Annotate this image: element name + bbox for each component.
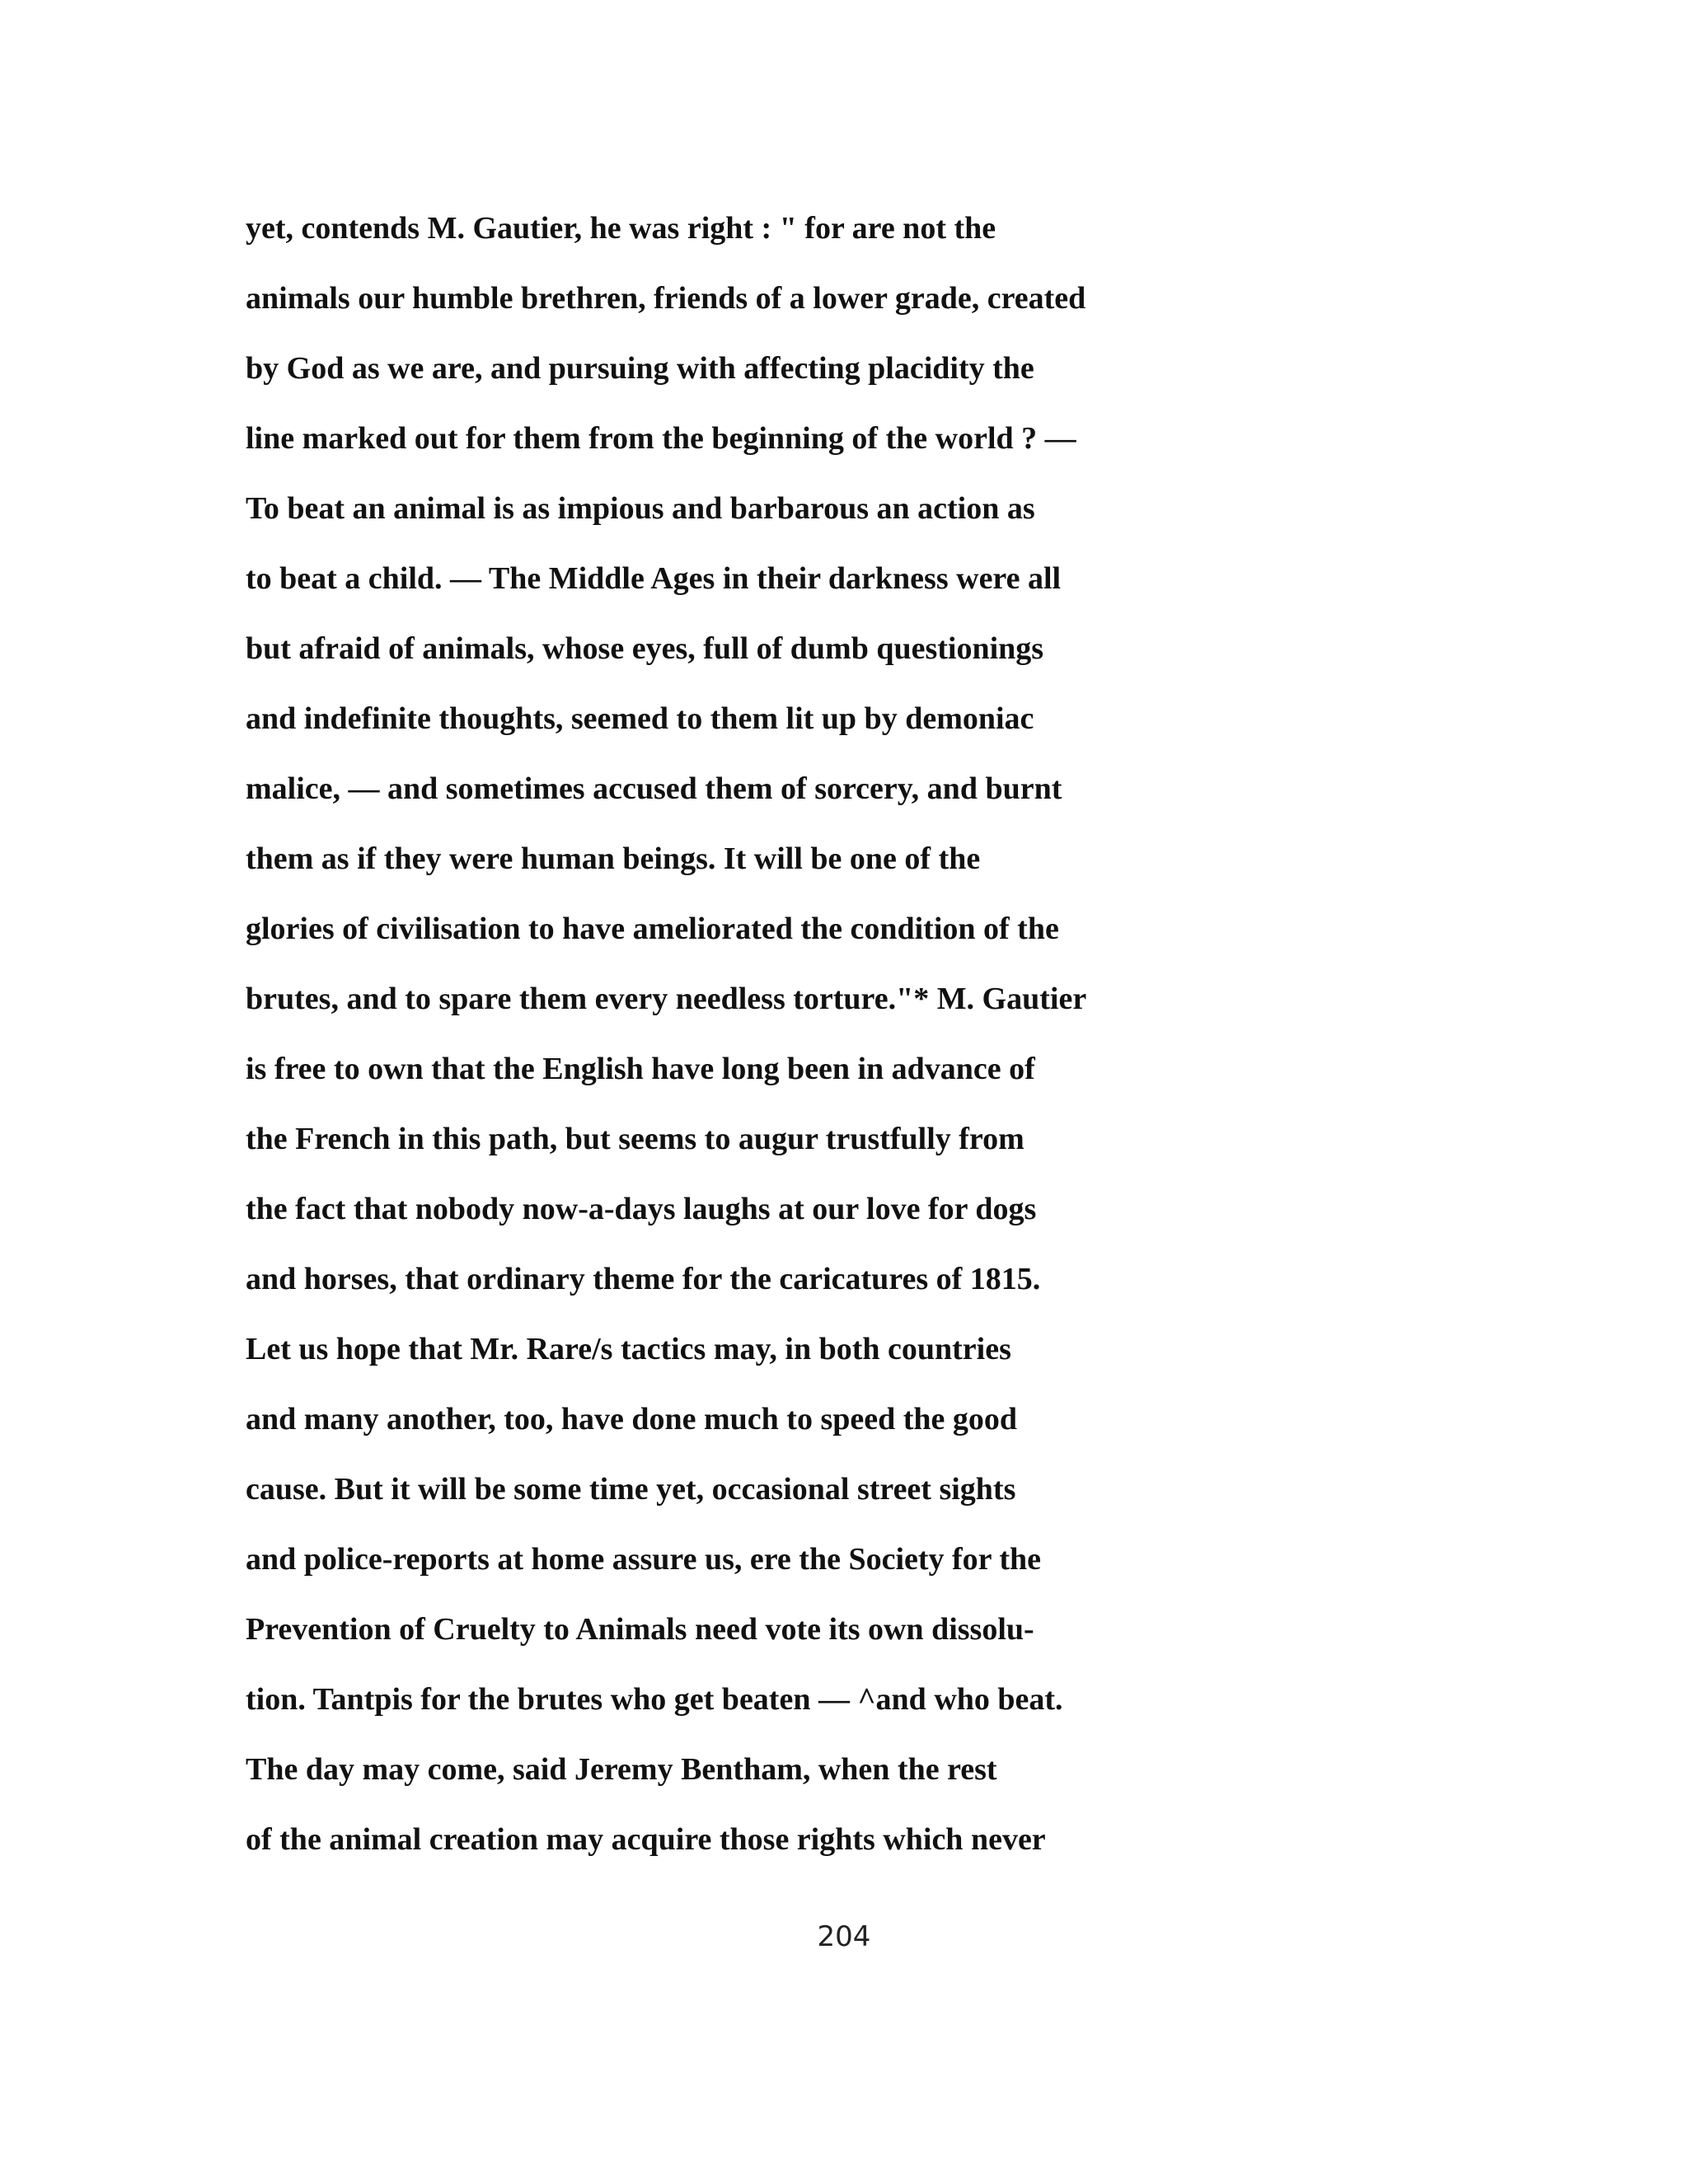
text-line: by God as we are, and pursuing with affecting placidity the xyxy=(246,351,1034,386)
text-line: the French in this path, but seems to augur trustfully from xyxy=(246,1122,1025,1156)
text-line: and many another, too, have done much to speed the good xyxy=(246,1402,1018,1436)
text-line: To beat an animal is as impious and barbarous an action as xyxy=(246,491,1035,526)
text-line: is free to own that the English have long been in advance of xyxy=(246,1052,1035,1086)
text-line: the fact that nobody now-a-days laughs at our love for dogs xyxy=(246,1192,1037,1226)
text-line: animals our humble brethren, friends of a lower grade, created xyxy=(246,281,1086,316)
text-line: yet, contends M. Gautier, he was right : " for are not the xyxy=(246,211,996,246)
text-line: them as if they were human beings. It will be one of the xyxy=(246,841,981,876)
text-line: The day may come, said Jeremy Bentham, when the rest xyxy=(246,1752,997,1787)
text-line: to beat a child. — The Middle Ages in their darkness were all xyxy=(246,561,1062,596)
page-number: 204 xyxy=(817,1920,871,1953)
body-text xyxy=(246,194,1482,1875)
text-line: tion. Tantpis for the brutes who get beaten — ^and who beat. xyxy=(246,1682,1063,1717)
text-line: glories of civilisation to have ameliorated the condition of the xyxy=(246,912,1059,946)
text-line: and horses, that ordinary theme for the caricatures of 1815. xyxy=(246,1262,1041,1296)
text-line: and indefinite thoughts, seemed to them lit up by demoniac xyxy=(246,701,1034,736)
text-line: brutes, and to spare them every needless torture."* M. Gautier xyxy=(246,982,1087,1016)
text-line: line marked out for them from the beginning of the world ? — xyxy=(246,421,1076,456)
text-line: Prevention of Cruelty to Animals need vote its own dissolu- xyxy=(246,1612,1034,1647)
text-line: of the animal creation may acquire those rights which never xyxy=(246,1822,1046,1857)
text-line: malice, — and sometimes accused them of sorcery, and burnt xyxy=(246,771,1062,806)
text-line: cause. But it will be some time yet, occasional street sights xyxy=(246,1472,1016,1507)
text-line: and police-reports at home assure us, ere the Society for the xyxy=(246,1542,1042,1577)
text-line: but afraid of animals, whose eyes, full of dumb questionings xyxy=(246,631,1044,666)
text-line: Let us hope that Mr. Rare/s tactics may, in both countries xyxy=(246,1332,1011,1366)
